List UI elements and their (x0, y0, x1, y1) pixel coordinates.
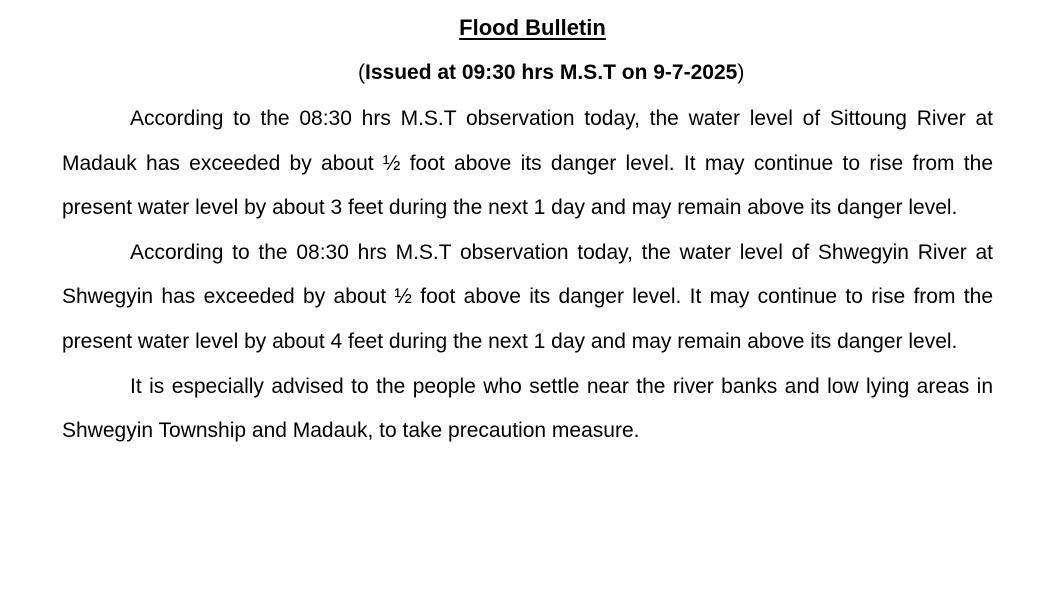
flood-bulletin-document (62, 12, 993, 454)
issued-close-paren: ) (737, 61, 745, 84)
bulletin-title-text: Flood Bulletin (459, 15, 606, 40)
sittoung-river-paragraph: According to the 08:30 hrs M.S.T observation today, the water level of Sittoung River at Madauk has exceeded by about ½ foot above its danger level. It may continue to rise from the present water level by about 3 feet during the next 1 day and may remain above its danger level. (62, 107, 993, 220)
issued-line (62, 57, 993, 89)
issued-open-paren: ( (358, 61, 365, 84)
shwegyin-river-paragraph: According to the 08:30 hrs M.S.T observation today, the water level of Shwegyin River at Shwegyin has exceeded by about ½ foot above its danger level. It may continue to rise from the present water level by about 4 feet during the next 1 day and may remain above its danger level. (62, 240, 993, 353)
issued-timestamp: Issued at 09:30 hrs M.S.T on 9-7-2025 (365, 61, 738, 84)
advisory-paragraph: It is especially advised to the people who settle near the river banks and low lying areas in Shwegyin Township and Madauk, to take precaution measure. (62, 374, 993, 443)
bulletin-title (62, 12, 993, 44)
bulletin-body (62, 97, 993, 454)
